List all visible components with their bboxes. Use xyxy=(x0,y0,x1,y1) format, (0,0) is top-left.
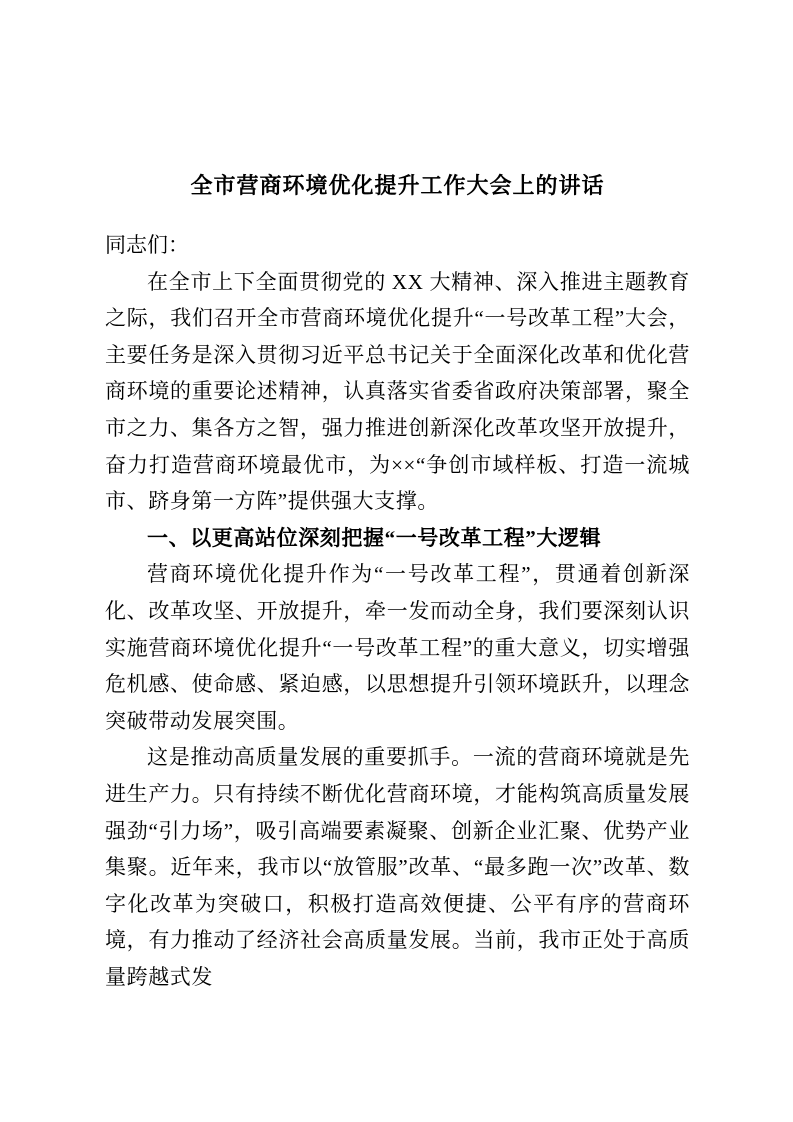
paragraph-high-quality-development: 这是推动高质量发展的重要抓手。一流的营商环境就是先进生产力。只有持续不断优化营商环境，才能构筑高质量发展强劲“引力场”，吸引高端要素凝聚、创新企业汇聚、优势产业集聚。近年来，我市以“放管服”改革、“最多跑一次”改革、数字化改革为突破口，积极打造高效便捷、公平有序的营商环境，有力推动了经济社会高质量发展。当前，我市正处于高质量跨越式发 xyxy=(105,745,690,989)
salutation: 同志们： xyxy=(105,233,189,257)
paragraph-intro: 在全市上下全面贯彻党的 XX 大精神、深入推进主题教育之际，我们召开全市营商环境优化提升“一号改革工程”大会，主要任务是深入贯彻习近平总书记关于全面深化改革和优化营商环境的重要论述精神，认真落实省委省政府决策部署，聚全市之力、集各方之智，强力推进创新深化改革攻坚开放提升，奋力打造营商环境最优市，为××“争创市域样板、打造一流城市、跻身第一方阵”提供强大支撑。 xyxy=(105,269,690,514)
document-title: 全市营商环境优化提升工作大会上的讲话 xyxy=(190,173,605,198)
section-heading-1: 一、以更高站位深刻把握“一号改革工程”大逻辑 xyxy=(147,525,602,550)
paragraph-significance: 营商环境优化提升作为“一号改革工程”，贯通着创新深化、改革攻坚、开放提升，牵一发而动全身，我们要深刻认识实施营商环境优化提升“一号改革工程”的重大意义，切实增强危机感、使命感、紧迫感，以思想提升引领环境跃升，以理念突破带动发展突围。 xyxy=(105,562,690,733)
